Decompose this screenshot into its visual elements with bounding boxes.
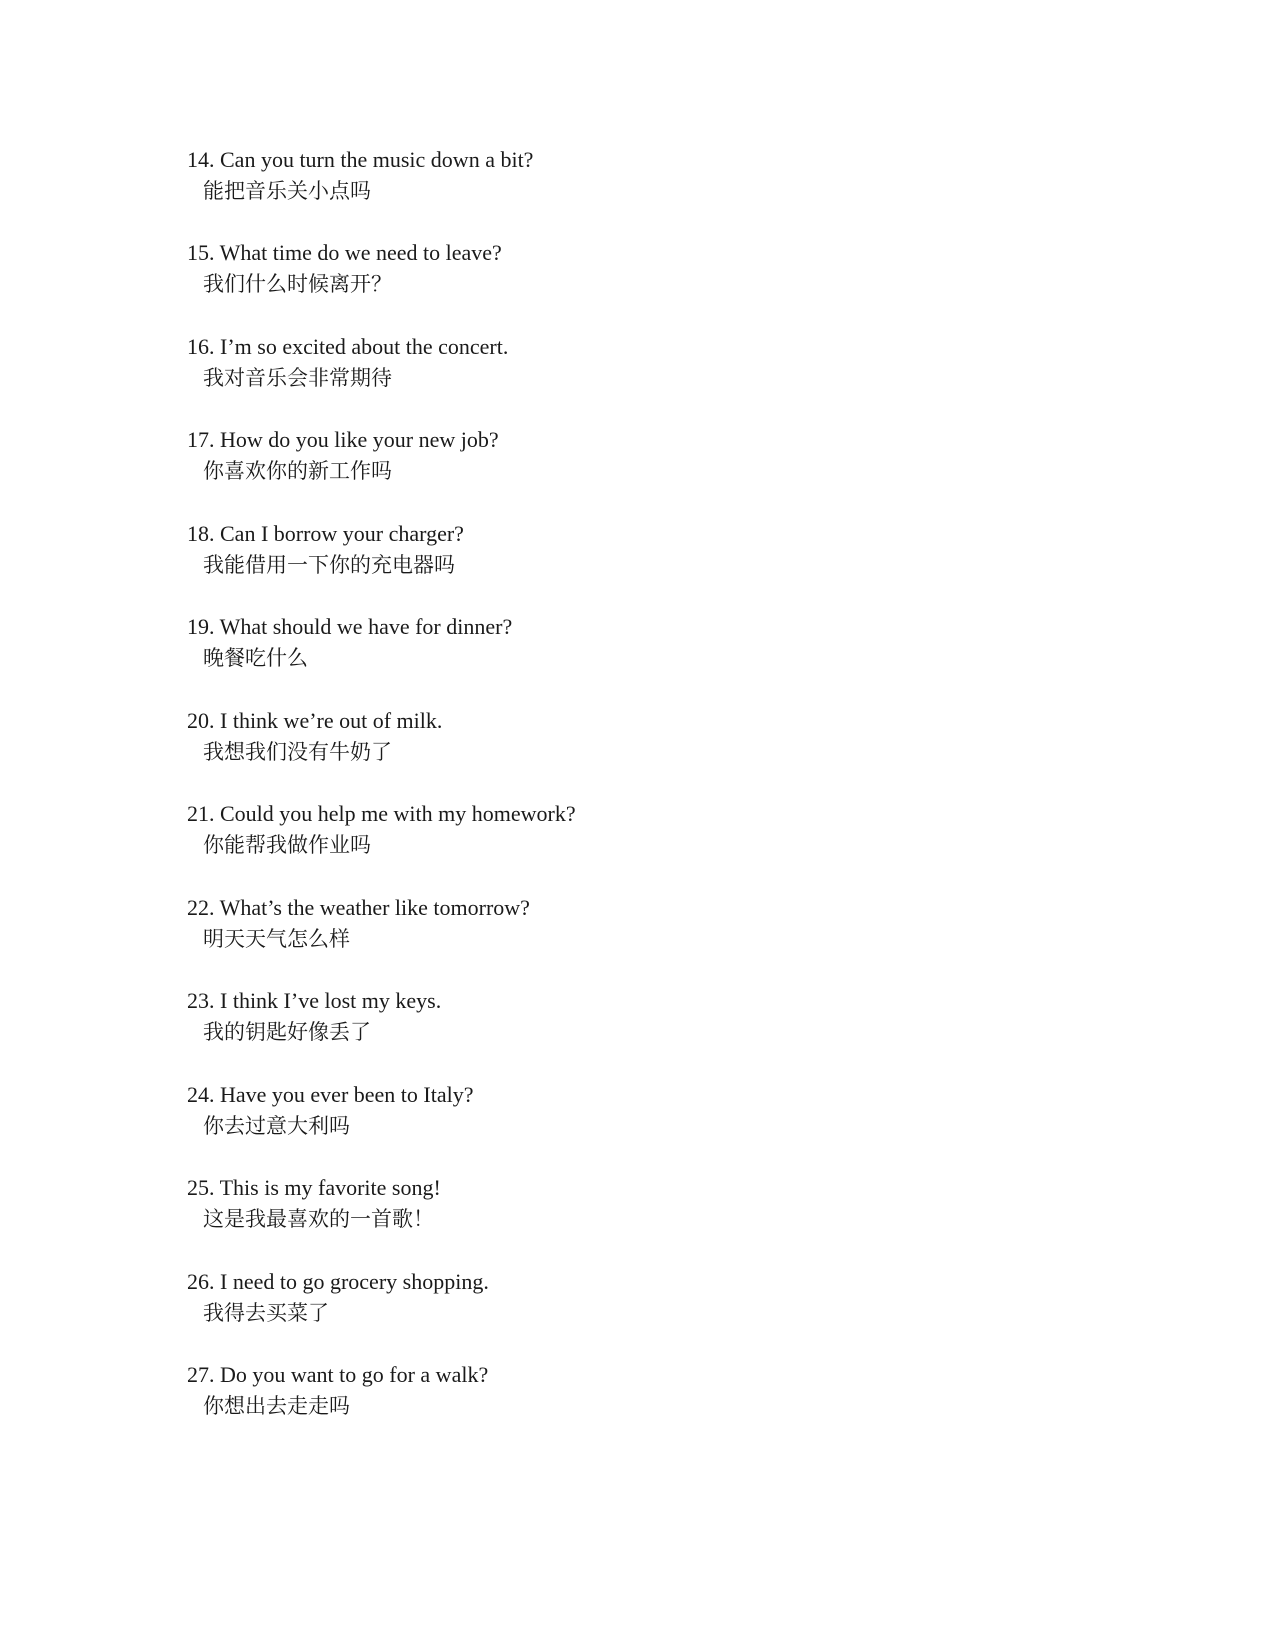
- english-sentence: 17. How do you like your new job?: [187, 427, 499, 452]
- english-sentence: 15. What time do we need to leave?: [187, 240, 502, 265]
- phrase-entry: [187, 895, 1087, 952]
- chinese-translation: 你想出去走走吗: [203, 1394, 350, 1418]
- chinese-translation: 你去过意大利吗: [203, 1114, 350, 1138]
- chinese-translation: 我得去买菜了: [203, 1301, 329, 1325]
- chinese-translation: 我的钥匙好像丢了: [203, 1020, 371, 1044]
- chinese-translation: 晚餐吃什么: [203, 646, 308, 670]
- english-sentence: 18. Can I borrow your charger?: [187, 521, 464, 546]
- english-sentence: 25. This is my favorite song!: [187, 1175, 441, 1200]
- phrase-entry: [187, 801, 1087, 858]
- phrase-entry: [187, 521, 1087, 578]
- english-sentence: 22. What’s the weather like tomorrow?: [187, 895, 530, 920]
- english-sentence: 23. I think I’ve lost my keys.: [187, 988, 442, 1013]
- english-sentence: 27. Do you want to go for a walk?: [187, 1362, 489, 1387]
- chinese-translation: 我想我们没有牛奶了: [203, 740, 392, 764]
- phrase-entry: [187, 614, 1087, 671]
- english-sentence: 14. Can you turn the music down a bit?: [187, 147, 534, 172]
- chinese-translation: 我对音乐会非常期待: [203, 366, 392, 390]
- phrase-entry: [187, 334, 1087, 391]
- phrase-entry: [187, 988, 1087, 1045]
- english-sentence: 26. I need to go grocery shopping.: [187, 1269, 489, 1294]
- phrase-entry: [187, 427, 1087, 484]
- english-sentence: 19. What should we have for dinner?: [187, 614, 513, 639]
- chinese-translation: 我们什么时候离开？: [203, 272, 392, 296]
- phrase-entry: [187, 708, 1087, 765]
- chinese-translation: 能把音乐关小点吗: [203, 179, 371, 203]
- phrase-entry: [187, 1175, 1087, 1232]
- english-sentence: 24. Have you ever been to Italy?: [187, 1082, 474, 1107]
- phrase-entry: [187, 1269, 1087, 1326]
- chinese-translation: 这是我最喜欢的一首歌！: [203, 1207, 434, 1231]
- chinese-translation: 我能借用一下你的充电器吗: [203, 553, 455, 577]
- english-sentence: 16. I’m so excited about the concert.: [187, 334, 509, 359]
- chinese-translation: 你能帮我做作业吗: [203, 833, 371, 857]
- chinese-translation: 明天天气怎么样: [203, 927, 350, 951]
- phrase-entry: [187, 240, 1087, 297]
- phrase-entry: [187, 1362, 1087, 1419]
- chinese-translation: 你喜欢你的新工作吗: [203, 459, 392, 483]
- english-sentence: 21. Could you help me with my homework?: [187, 801, 576, 826]
- english-sentence: 20. I think we’re out of milk.: [187, 708, 443, 733]
- phrase-entry: [187, 147, 1087, 204]
- phrase-entry: [187, 1082, 1087, 1139]
